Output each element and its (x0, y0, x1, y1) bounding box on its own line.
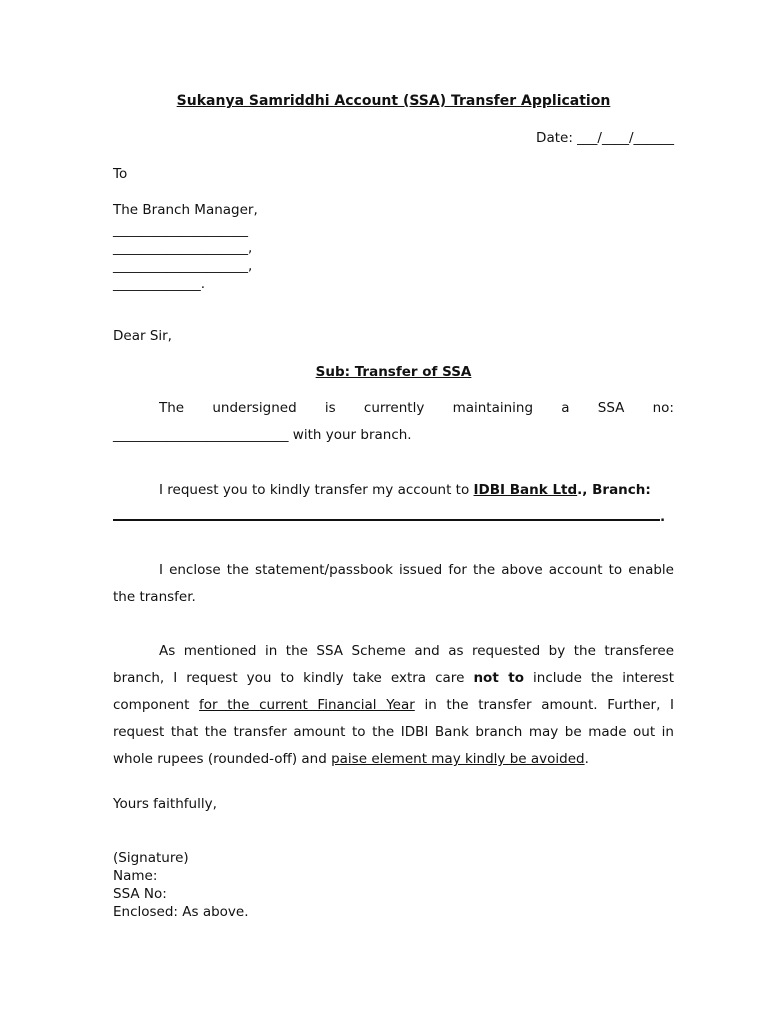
bank-name: IDBI Bank Ltd (473, 482, 578, 498)
branch-label: ., Branch: (577, 482, 651, 498)
document-title (113, 92, 674, 110)
para4-line3-a: component (113, 697, 200, 713)
branch-blank (113, 507, 660, 521)
para4-line1: As mentioned in the SSA Scheme and as requested by the transferee (159, 643, 674, 659)
subject-text: Sub: Transfer of SSA (315, 364, 472, 380)
paise-emphasis: paise element may kindly be avoided (331, 751, 585, 767)
para2-line1 (113, 481, 674, 499)
address-line-3: ____________________, (113, 240, 253, 256)
para4-line3 (113, 696, 674, 714)
para4-line2 (113, 669, 674, 687)
para1-line2 (113, 426, 674, 444)
para2-line2 (113, 507, 674, 526)
ssa-no-label: SSA No: (113, 886, 167, 902)
signature-label: (Signature) (113, 850, 189, 866)
para1-line2-text: with your branch. (288, 427, 412, 443)
para4-line5-a: whole rupees (rounded-off) and (113, 751, 332, 767)
para2-end: . (660, 509, 666, 525)
closing: Yours faithfully, (113, 796, 217, 812)
date-line: Date: ___/____/______ (536, 130, 674, 146)
para1-word: undersigned (212, 400, 297, 416)
not-to-emphasis: not to (473, 670, 524, 686)
subject-line (113, 363, 674, 381)
para4-line5 (113, 750, 674, 768)
para4-line5-b: . (584, 751, 589, 767)
name-label: Name: (113, 868, 158, 884)
title-text: Sukanya Samriddhi Account (SSA) Transfer Application (176, 93, 611, 109)
para4-line2-b: include the interest (523, 670, 674, 686)
salutation: Dear Sir, (113, 328, 172, 344)
para2-prefix: I request you to kindly transfer my account to (159, 482, 474, 498)
address-line-1: The Branch Manager, (113, 202, 258, 218)
address-line-4: ____________________, (113, 258, 253, 274)
para3-line2: the transfer. (113, 589, 196, 605)
para1-line1 (113, 399, 674, 417)
para1-word: The (159, 400, 185, 416)
para1-word: is (324, 400, 336, 416)
para1-word: maintaining (452, 400, 534, 416)
para4-line4: request that the transfer amount to the IDBI Bank branch may be made out in (113, 724, 674, 740)
para1-word: SSA (597, 400, 625, 416)
enclosed-label: Enclosed: As above. (113, 904, 249, 920)
address-line-2: ____________________ (113, 222, 248, 238)
para1-word: currently (363, 400, 425, 416)
financial-year-emphasis: for the current Financial Year (199, 697, 415, 713)
para4-line3-b: in the transfer amount. Further, I (414, 697, 674, 713)
para1-word: a (561, 400, 570, 416)
to-label: To (113, 166, 128, 182)
para3-line1: I enclose the statement/passbook issued for the above account to enable (159, 562, 674, 578)
address-line-5: _____________. (113, 276, 206, 292)
ssa-number-blank: __________________________ (113, 427, 289, 443)
para4-line2-a: branch, I request you to kindly take extra care (113, 670, 474, 686)
para1-word: no: (652, 400, 674, 416)
